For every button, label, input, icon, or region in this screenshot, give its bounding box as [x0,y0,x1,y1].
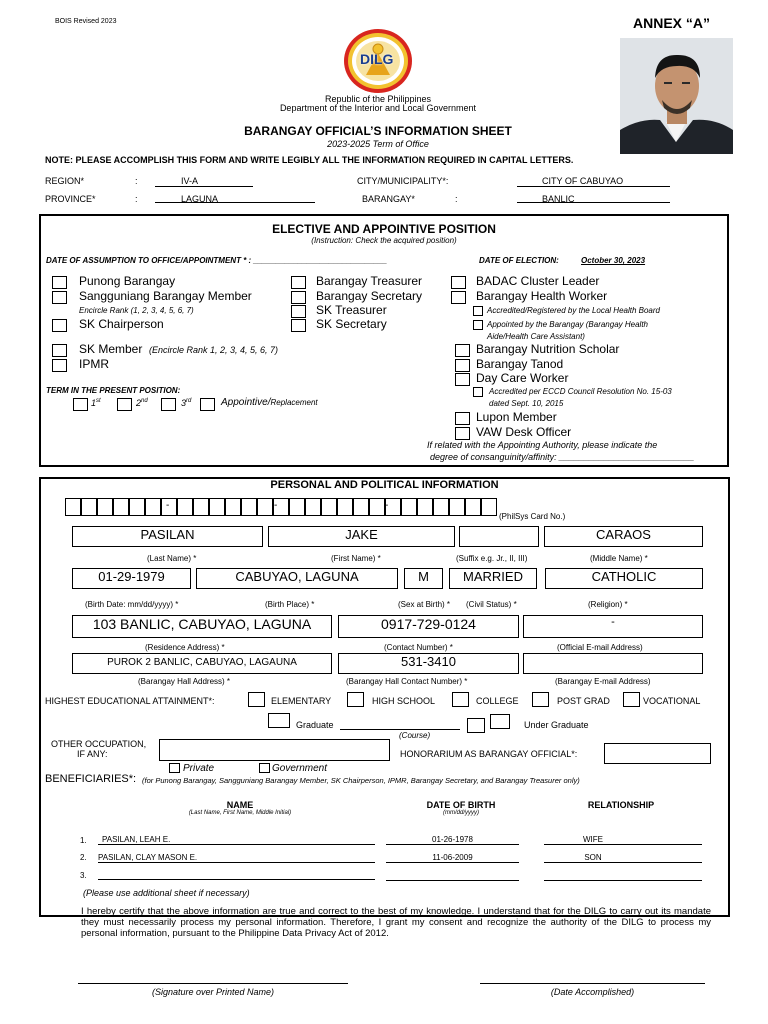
last-name-field[interactable]: PASILAN [72,526,263,547]
province-label: PROVINCE* [45,194,96,204]
elective-instruction: (Instruction: Check the acquired position) [311,236,457,245]
post-grad-checkbox[interactable] [532,692,549,707]
encircle-rank-note: Encircle Rank (1, 2, 3, 4, 5, 6, 7) [79,306,194,315]
appointive-label: Appointive/Replacement [221,397,318,408]
eccd-label-2: dated Sept. 10, 2015 [489,399,564,408]
annex-label: ANNEX “A” [633,15,711,31]
civil-status-field[interactable]: MARRIED [449,568,537,589]
bhw-accredited-checkbox[interactable] [473,306,483,316]
badac-label: BADAC Cluster Leader [476,274,600,288]
beneficiary-dob[interactable]: 11-06-2009 [386,853,519,863]
secretary-checkbox[interactable] [291,291,306,304]
philsys-dash-2: - [274,500,278,511]
bhw-appointed-label: Appointed by the Barangay (Barangay Health [487,320,648,329]
private-checkbox[interactable] [169,763,180,773]
under-graduate-checkbox-b[interactable] [490,714,510,729]
date-accomplished-line[interactable] [480,983,705,984]
beneficiary-name[interactable]: PASILAN, CLAY MASON E. [98,853,375,863]
barangay-field[interactable]: BANLIC [517,194,670,203]
suffix-field[interactable] [459,526,539,547]
residence-field[interactable]: 103 BANLIC, CABUYAO, LAGUNA [72,615,332,638]
email-field[interactable]: - [523,615,703,638]
signature-label: (Signature over Printed Name) [151,987,275,997]
contact-label: (Contact Number) * [384,643,453,652]
election-date-label: DATE OF ELECTION: [479,256,559,265]
birth-date-field[interactable]: 01-29-1979 [72,568,191,589]
under-graduate-label: Under Graduate [524,720,589,730]
college-checkbox[interactable] [452,692,469,707]
region-label: REGION* [45,176,85,186]
philsys-dash-1: - [166,500,170,511]
region-field[interactable]: IV-A [155,176,253,187]
email-label: (Official E-mail Address) [557,643,643,652]
col-dob-sub: (mm/dd/yyyy) [443,810,479,816]
city-field[interactable]: CITY OF CABUYAO [517,176,670,187]
high-school-label: HIGH SCHOOL [372,696,436,706]
beneficiary-dob[interactable] [386,871,519,881]
course-label: (Course) [399,731,431,740]
hall-address-field[interactable]: PUROK 2 BANLIC, CABUYAO, LAGAUNA [72,653,332,674]
education-label: HIGHEST EDUCATIONAL ATTAINMENT*: [45,696,215,706]
lupon-checkbox[interactable] [455,412,470,425]
secretary-label: Barangay Secretary [316,289,423,303]
vocational-checkbox[interactable] [623,692,640,707]
col-dob-header: DATE OF BIRTH [426,800,496,810]
hall-email-label: (Barangay E-mail Address) [555,677,651,686]
beneficiary-relationship[interactable] [544,871,702,881]
bhw-checkbox[interactable] [451,291,466,304]
city-label: CITY/MUNICIPALITY*: [357,176,449,186]
term-2nd-label: 2nd [136,398,148,408]
high-school-checkbox[interactable] [347,692,364,707]
last-name-label: (Last Name) * [147,554,197,563]
punong-barangay-label: Punong Barangay [79,274,176,288]
bhw-accredited-label: Accredited/Registered by the Local Health Board [487,306,660,315]
province-colon: : [135,194,138,204]
daycare-label: Day Care Worker [476,371,569,385]
term-of-office: 2023-2025 Term of Office [327,139,429,149]
post-grad-label: POST GRAD [557,696,610,706]
badac-checkbox[interactable] [451,276,466,289]
lupon-label: Lupon Member [476,410,557,424]
sex-field[interactable]: M [404,568,443,589]
birth-date-label: (Birth Date: mm/dd/yyyy) * [85,600,179,609]
sangguniang-member-label: Sangguniang Barangay Member [79,289,252,303]
middle-name-field[interactable]: CARAOS [544,526,703,547]
honorarium-label: HONORARIUM AS BARANGAY OFFICIAL*: [400,749,578,759]
election-date-value[interactable]: October 30, 2023 [581,256,646,265]
hall-contact-label: (Barangay Hall Contact Number) * [346,677,468,686]
eccd-label: Accredited per ECCD Council Resolution No. 15-03 [489,387,672,396]
term-present-label: TERM IN THE PRESENT POSITION: [46,386,181,395]
sk-member-label: SK Member [79,342,143,356]
birth-place-label: (Birth Place) * [265,600,315,609]
beneficiary-name[interactable]: PASILAN, LEAH E. [98,835,375,845]
personal-title: PERSONAL AND POLITICAL INFORMATION [270,479,499,491]
date-accomplished-label: (Date Accomplished) [550,987,635,997]
government-checkbox[interactable] [259,763,270,773]
occupation-field[interactable] [159,739,390,761]
term-2nd-checkbox[interactable] [117,398,132,411]
contact-field[interactable]: 0917-729-0124 [338,615,519,638]
treasurer-label: Barangay Treasurer [316,274,423,288]
middle-name-label: (Middle Name) * [590,554,648,563]
sk-treasurer-checkbox[interactable] [291,305,306,318]
department-label: Department of the Interior and Local Government [279,103,477,113]
ipmr-label: IPMR [79,357,109,371]
occupation-label: OTHER OCCUPATION, [51,739,147,749]
beneficiary-number: 1. [80,836,87,845]
hall-address-label: (Barangay Hall Address) * [138,677,231,686]
tanod-checkbox[interactable] [455,359,470,372]
vocational-label: VOCATIONAL [643,696,701,706]
ipmr-checkbox[interactable] [52,359,67,372]
elective-section [39,214,729,467]
sangguniang-member-checkbox[interactable] [52,291,67,304]
col-name-header: NAME [226,800,254,810]
first-name-field[interactable]: JAKE [268,526,455,547]
under-graduate-checkbox-a[interactable] [467,718,485,733]
beneficiary-name[interactable] [98,871,375,880]
philsys-dash-3: - [385,500,389,511]
eccd-checkbox[interactable] [473,387,483,397]
private-label: Private [183,763,215,774]
province-field[interactable]: LAGUNA [155,194,315,203]
dilg-seal-logo [342,27,414,95]
honorarium-field[interactable] [604,743,711,764]
term-3rd-label: 3rd [181,398,192,408]
elective-title: ELECTIVE AND APPOINTIVE POSITION [272,222,496,236]
republic-label: Republic of the Philippines [324,94,432,104]
sk-secretary-checkbox[interactable] [291,319,306,332]
hall-email-field[interactable] [523,653,703,674]
civil-status-label: (Civil Status) * [466,600,517,609]
beneficiaries-note: (for Punong Barangay, Sangguniang Barangay Member, SK Chairperson, IPMR, Barangay Secretary, and Barangay Treasurer only) [142,776,580,785]
residence-label: (Residence Address) * [145,643,225,652]
vaw-checkbox[interactable] [455,427,470,440]
beneficiary-relationship[interactable]: SON [544,853,702,863]
nutrition-scholar-checkbox[interactable] [455,344,470,357]
appointive-checkbox[interactable] [200,398,215,411]
capital-letters-note: NOTE: PLEASE ACCOMPLISH THIS FORM AND WRITE LEGIBLY ALL THE INFORMATION REQUIRED IN CAPITAL LETTERS. [45,155,574,165]
graduate-label: Graduate [296,720,334,730]
daycare-checkbox[interactable] [455,373,470,386]
punong-barangay-checkbox[interactable] [52,276,67,289]
sex-label: (Sex at Birth) * [398,600,451,609]
region-colon: : [135,176,138,186]
sk-chairperson-label: SK Chairperson [79,317,164,331]
graduate-checkbox[interactable] [268,713,290,728]
dilg-logo-text: DILG [360,51,394,67]
beneficiary-dob[interactable]: 01-26-1978 [386,835,519,845]
barangay-colon: : [455,194,458,204]
philsys-label: (PhilSys Card No.) [499,512,566,521]
additional-sheet-note: (Please use additional sheet if necessary) [83,888,250,898]
first-name-label: (First Name) * [331,554,381,563]
relation-degree-field[interactable]: degree of consanguinity/affinity: ___________________________ [430,452,695,462]
beneficiaries-label: BENEFICIARIES*: [45,773,137,785]
vaw-label: VAW Desk Officer [476,425,572,439]
elementary-label: ELEMENTARY [271,696,332,706]
college-label: COLLEGE [476,696,519,706]
tanod-label: Barangay Tanod [476,357,564,371]
official-photo [620,38,733,154]
beneficiary-number: 2. [80,853,87,862]
sk-chairperson-checkbox[interactable] [52,319,67,332]
sk-rank-note: (Encircle Rank 1, 2, 3, 4, 5, 6, 7) [149,345,279,355]
sk-member-checkbox[interactable] [52,344,67,357]
col-name-sub: (Last Name, First Name, Middle Initial) [188,810,292,816]
beneficiary-number: 3. [80,871,87,880]
signature-line[interactable] [78,983,348,984]
bhw-appointed-checkbox[interactable] [473,320,483,330]
government-label: Government [272,763,328,774]
certification-text: I hereby certify that the above information are true and correct to the best of my knowledge. I understand that for the DILG to carry out its mandate they must necessarily process my personal information. Therefore, I grant my consent and recognize the authority of the DILG to process my personal information, pursuant to the Philippine Data Privacy Act of 2012. [81,906,711,939]
term-1st-label: 1st [91,398,101,408]
term-3rd-checkbox[interactable] [161,398,176,411]
religion-field[interactable]: CATHOLIC [545,568,703,589]
assumption-date-label: DATE OF ASSUMPTION TO OFFICE/APPOINTMENT * : ______________________________ [46,256,387,265]
course-field[interactable] [340,729,460,730]
nutrition-scholar-label: Barangay Nutrition Scholar [476,342,620,356]
revision-label: BOIS Revised 2023 [55,18,117,25]
col-rel-header: RELATIONSHIP [587,800,655,810]
treasurer-checkbox[interactable] [291,276,306,289]
term-1st-checkbox[interactable] [73,398,88,411]
hall-contact-field[interactable]: 531-3410 [338,653,519,674]
barangay-label: BARANGAY* [362,194,415,204]
bhw-label: Barangay Health Worker [476,289,608,303]
birth-place-field[interactable]: CABUYAO, LAGUNA [196,568,398,589]
beneficiary-relationship[interactable]: WIFE [544,835,702,845]
occupation-label-2: IF ANY: [77,749,108,759]
sk-treasurer-label: SK Treasurer [316,303,387,317]
suffix-label: (Suffix e.g. Jr., II, III) [456,554,528,563]
form-title: BARANGAY OFFICIAL’S INFORMATION SHEET [244,124,512,138]
elementary-checkbox[interactable] [248,692,265,707]
bhw-appointed-label-2: Aide/Health Care Assistant) [487,332,585,341]
sk-secretary-label: SK Secretary [316,317,387,331]
religion-label: (Religion) * [588,600,628,609]
relation-note: If related with the Appointing Authority, please indicate the [427,440,658,450]
